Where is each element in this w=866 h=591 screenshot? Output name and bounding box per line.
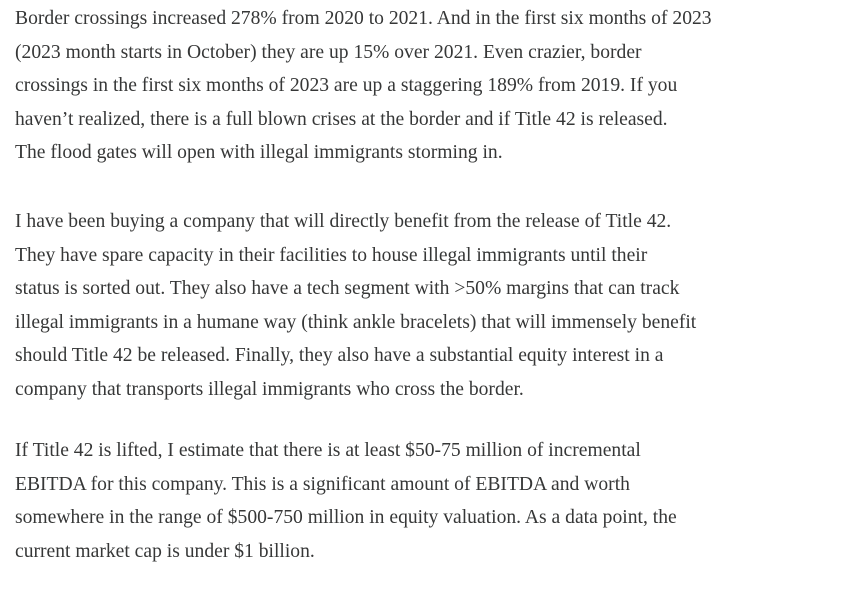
text-line: company that transports illegal immigrants who cross the border. (15, 378, 524, 400)
text-line: If Title 42 is lifted, I estimate that there is at least $50-75 million of incremental (15, 440, 641, 461)
text-line: status is sorted out. They also have a tech segment with >50% margins that can track (15, 278, 680, 300)
text-line: Border crossings increased 278% from 2020 to 2021. And in the first six months of 2023 (15, 8, 712, 29)
text-line: crossings in the first six months of 2023 are up a staggering 189% from 2019. If you (15, 75, 678, 97)
paragraph-valuation (15, 434, 861, 568)
text-line: The flood gates will open with illegal immigrants storming in. (15, 142, 503, 164)
paragraph-company-thesis (15, 205, 861, 407)
text-line: somewhere in the range of $500-750 million in equity valuation. As a data point, the (15, 507, 677, 529)
text-line: current market cap is under $1 billion. (15, 540, 315, 562)
text-line: They have spare capacity in their facilities to house illegal immigrants until their (15, 244, 648, 266)
text-line: should Title 42 be released. Finally, they also have a substantial equity interest in a (15, 345, 664, 367)
text-line: I have been buying a company that will directly benefit from the release of Title 42. (15, 211, 672, 232)
text-line: haven’t realized, there is a full blown crises at the border and if Title 42 is released. (15, 108, 668, 130)
paragraph-border-crossings (15, 2, 861, 170)
text-line: illegal immigrants in a humane way (think ankle bracelets) that will immensely benefit (15, 311, 697, 333)
text-line: (2023 month starts in October) they are up 15% over 2021. Even crazier, border (15, 41, 642, 63)
text-line: EBITDA for this company. This is a significant amount of EBITDA and worth (15, 473, 630, 495)
